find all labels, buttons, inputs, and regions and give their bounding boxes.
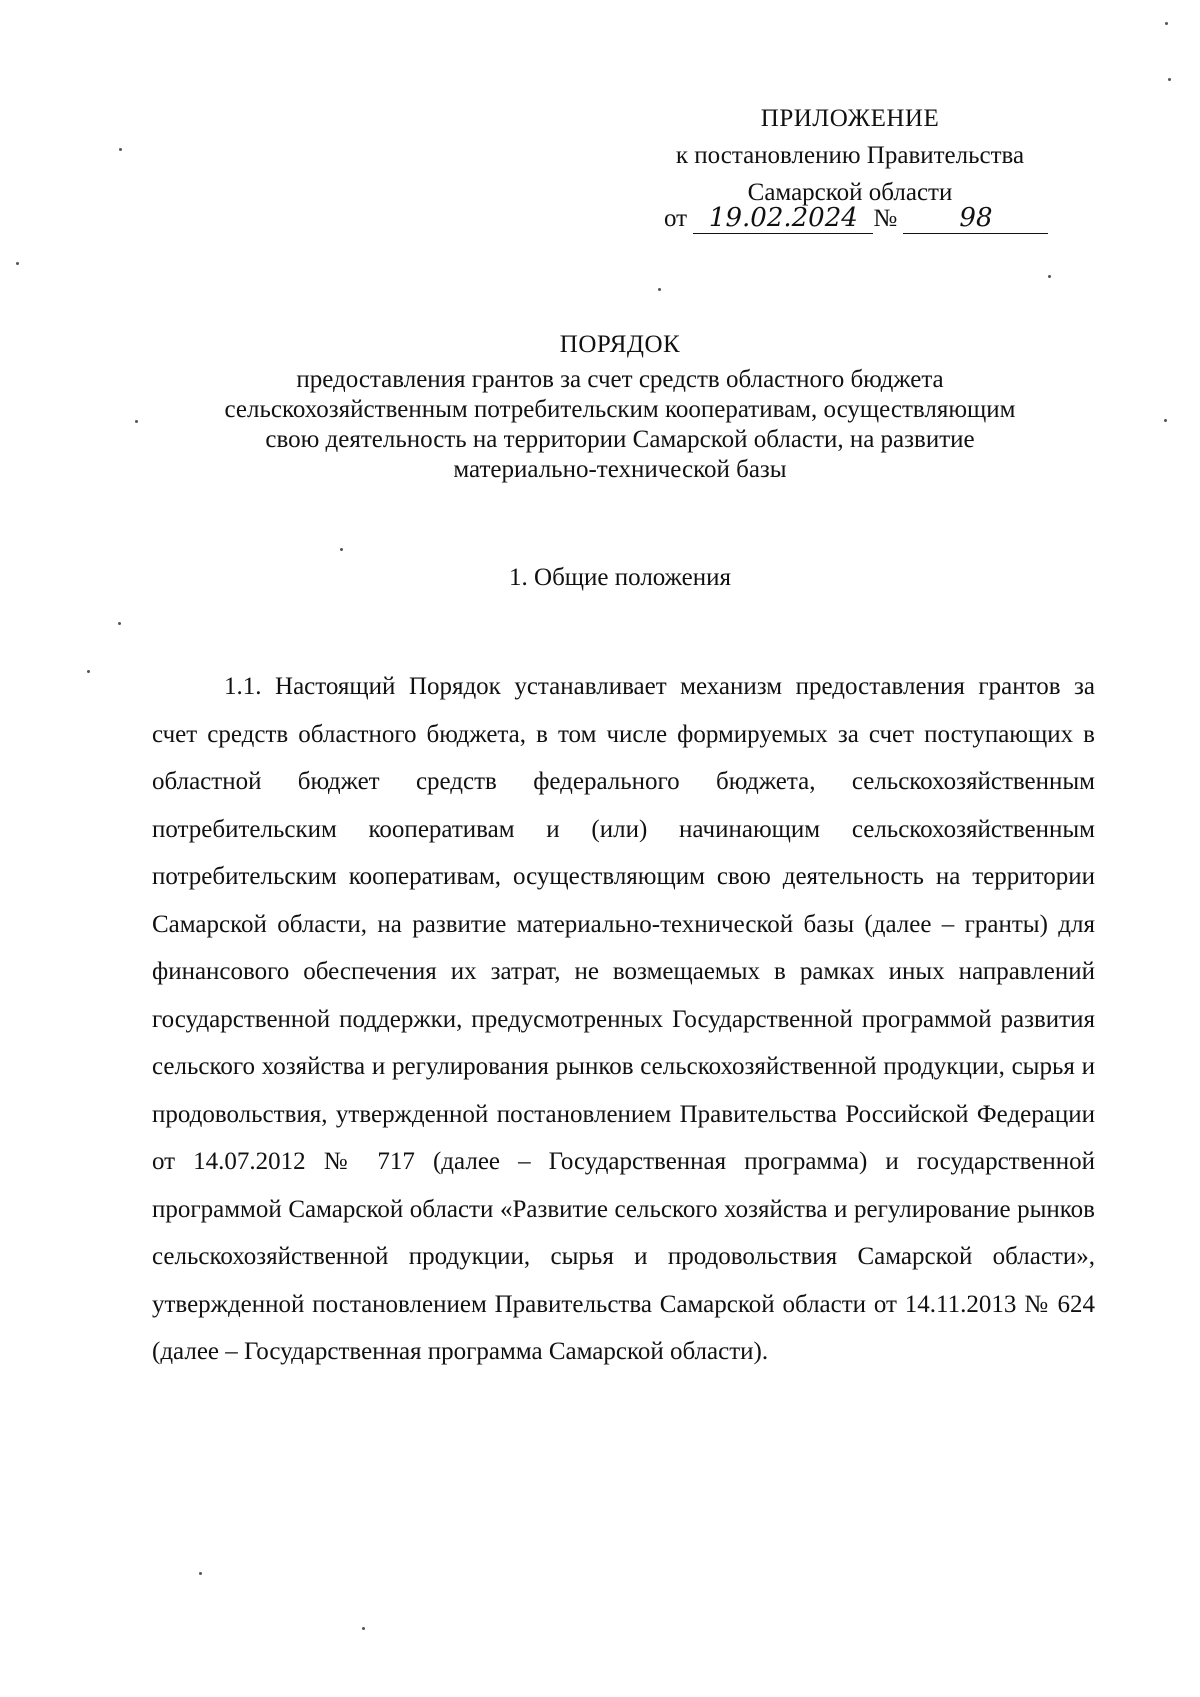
paragraph-1-1: 1.1. Настоящий Порядок устанавливает механизм предоставления грантов за счет средств областного бюджета, в том числе формируемых за счет поступающих в областной бюджет средств федерального бюджета, сельскохозяйственным потребительским кооперативам и (или) начинающим сельскохозяйственным потребительским кооперативам, осуществляющим свою деятельность на территории Самарской области, на развитие материально-технической базы (далее – гранты) для финансового обеспечения их затрат, не возмещаемых в рамках иных направлений государственной поддержки, предусмотренных Государственной программой развития сельского хозяйства и регулирования рынков сельскохозяйственной продукции, сырья и продовольствия, утвержденной постановлением Правительства Российской Федерации от 14.07.2012 № 717 (далее – Государственная программа) и государственной программой Самарской области «Развитие сельского хозяйства и регулирование рынков сельскохозяйственной продукции, сырья и продовольствия Самарской области», утвержденной постановлением Правительства Самарской области от 14.11.2013 № 624 (далее – Государственная программа Самарской области).	[152, 673, 1095, 1365]
scan-speck	[1168, 78, 1171, 81]
number-label: №	[873, 205, 898, 232]
scan-speck	[1165, 22, 1168, 25]
document-heading: ПОРЯДОК	[559, 331, 681, 358]
decree-date: 19.02.2024	[693, 203, 873, 234]
appendix-line-region: Самарской области	[747, 179, 953, 206]
scan-speck	[340, 548, 343, 551]
document-title	[130, 330, 1110, 485]
scan-speck	[658, 288, 661, 291]
scan-speck	[1048, 275, 1051, 278]
scan-speck	[1164, 419, 1167, 422]
scan-speck	[199, 1572, 202, 1575]
appendix-title: ПРИЛОЖЕНИЕ	[760, 105, 940, 132]
section-heading: 1. Общие положения	[509, 564, 731, 591]
scan-speck	[362, 1627, 365, 1630]
document-subtitle-line: материально-технической базы	[453, 456, 787, 483]
scan-speck	[135, 420, 138, 423]
from-label: от	[664, 205, 688, 232]
document-subtitle-line: сельскохозяйственным потребительским кооперативам, осуществляющим	[224, 396, 1016, 423]
decree-number: 98	[903, 203, 1048, 234]
scan-speck	[87, 670, 90, 673]
appendix-line-decree: к постановлению Правительства	[675, 142, 1025, 169]
decree-date-number	[664, 200, 1048, 237]
appendix-header	[620, 100, 1080, 211]
document-subtitle-line: предоставления грантов за счет средств областного бюджета	[296, 366, 944, 393]
scan-speck	[119, 148, 122, 151]
document-subtitle-line: свою деятельность на территории Самарской области, на развитие	[265, 426, 975, 453]
scan-speck	[118, 622, 121, 625]
scan-speck	[16, 262, 19, 265]
